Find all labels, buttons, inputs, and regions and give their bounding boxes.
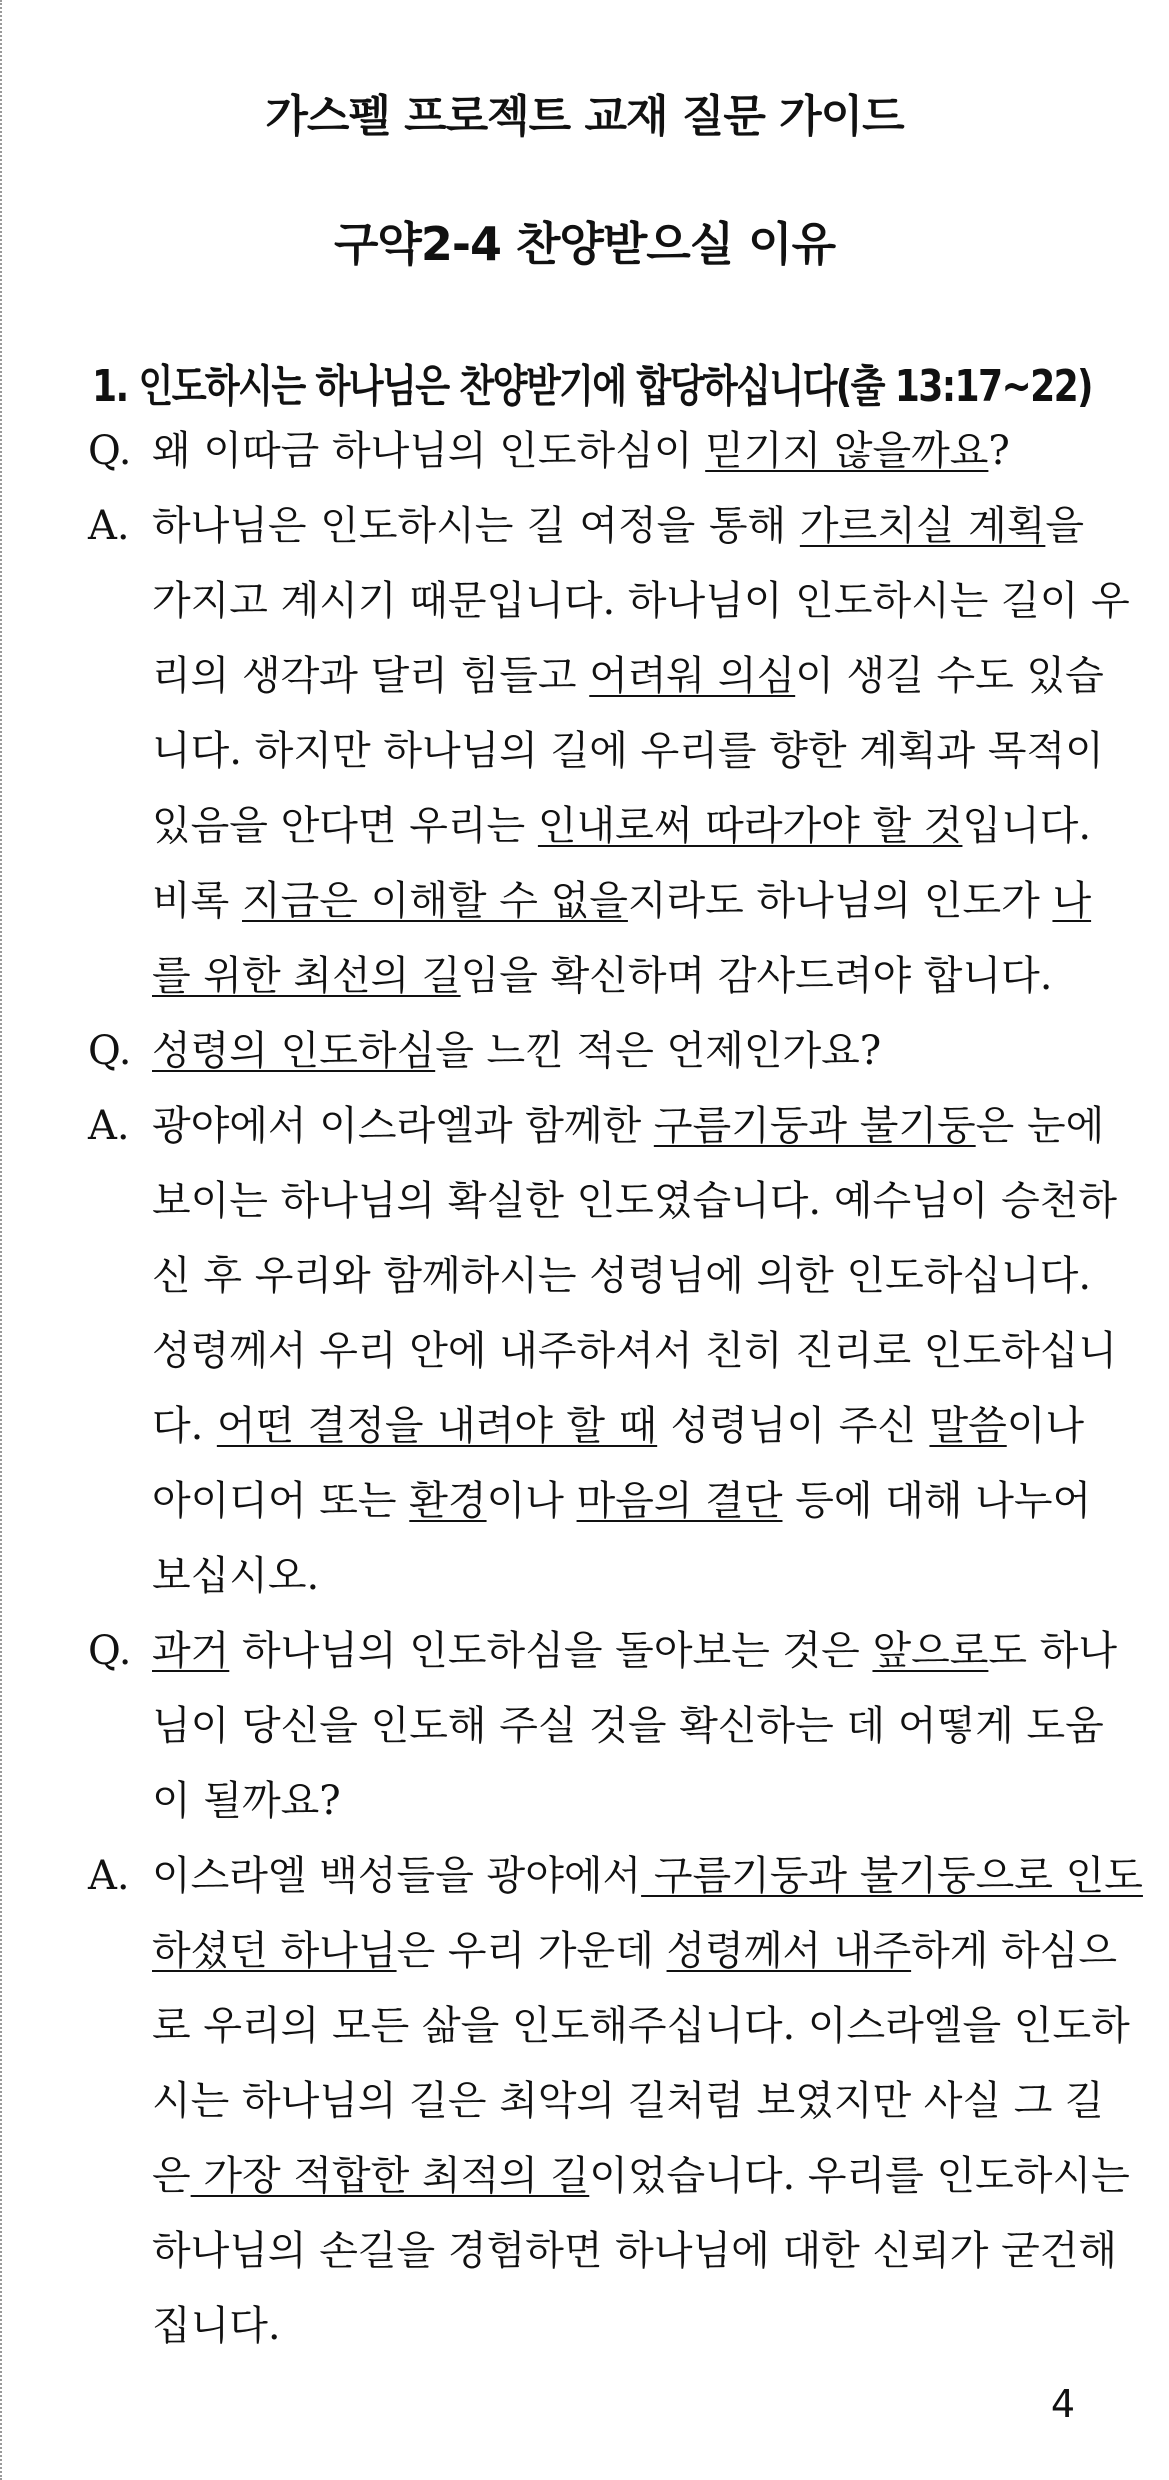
qa-text <box>152 1839 1143 2364</box>
underlined-phrase: 성령의 인도하심 <box>152 1028 436 1074</box>
underlined-phrase: 가장 적합한 최적의 길 <box>190 2153 590 2199</box>
text-segment: 하나님은 인도하시는 길 여정을 통해 <box>152 503 800 549</box>
text-line <box>152 1239 1092 1314</box>
text-line <box>152 1764 1084 1839</box>
text-segment: 성령께서 우리 안에 내주하셔서 친히 진리로 인도하십니 <box>152 1328 1118 1374</box>
text-line <box>152 1914 1118 1989</box>
page-edge-divider <box>0 0 4 2480</box>
underlined-phrase: 나 <box>1052 878 1092 924</box>
text-segment: 다. <box>152 1403 217 1449</box>
underlined-phrase: 앞으로 <box>872 1628 989 1674</box>
text-line <box>152 1989 1130 2064</box>
text-segment: 은 우리 가운데 <box>396 1928 667 1974</box>
underlined-phrase: 하셨던 하나님 <box>152 1928 397 1974</box>
answer-marker: A. <box>88 1103 130 1149</box>
underlined-phrase: 어떤 결정을 내려야 할 때 <box>216 1403 658 1449</box>
question-marker: Q. <box>88 428 132 474</box>
text-segment: 하게 하심으 <box>911 1928 1118 1974</box>
underlined-phrase: 과거 <box>152 1628 230 1674</box>
text-segment: 있음을 안다면 우리는 <box>152 803 538 849</box>
text-line <box>152 1089 1105 1164</box>
text-line <box>152 1014 1084 1089</box>
underlined-phrase: 말씀 <box>929 1403 1007 1449</box>
text-line <box>152 2139 1130 2214</box>
answer-marker: A. <box>88 1853 130 1899</box>
underlined-phrase: 어려워 의심 <box>589 653 796 699</box>
text-segment: 임을 확신하며 감사드려야 합니다. <box>460 953 1053 999</box>
qa-text <box>152 414 1084 489</box>
text-line <box>152 789 1092 864</box>
qa-text <box>152 1614 1118 1839</box>
page-number: 4 <box>1050 2382 1075 2426</box>
text-line <box>152 414 1084 489</box>
text-segment: 왜 이따금 하나님의 인도하심이 <box>152 428 706 474</box>
answer-item <box>88 1089 1118 1614</box>
text-line <box>152 1389 1084 1464</box>
text-segment: 아이디어 또는 <box>152 1478 410 1524</box>
question-item <box>88 1614 1118 1839</box>
text-segment: 리의 생각과 달리 힘들고 <box>152 653 590 699</box>
text-segment: 이나 <box>1006 1403 1085 1449</box>
question-marker: Q. <box>88 1028 132 1074</box>
text-segment: 가지고 계시기 때문입니다. 하나님이 인도하시는 길이 우 <box>152 578 1130 624</box>
text-line <box>152 864 1092 939</box>
underlined-phrase: 환경 <box>409 1478 487 1524</box>
text-segment: 님이 당신을 인도해 주실 것을 확신하는 데 어떻게 도움 <box>152 1703 1104 1749</box>
qa-text <box>152 1014 1084 1089</box>
text-line <box>152 1614 1118 1689</box>
underlined-phrase: 가르치실 계획 <box>799 503 1046 549</box>
question-item <box>88 414 1084 489</box>
text-segment: 성령님이 주신 <box>657 1403 930 1449</box>
text-segment: 시는 하나님의 길은 최악의 길처럼 보였지만 사실 그 길 <box>152 2078 1104 2124</box>
text-line <box>152 939 1084 1014</box>
underlined-phrase: 구름기둥과 불기둥으로 인도 <box>641 1853 1143 1899</box>
text-line <box>152 1839 1143 1914</box>
text-segment: ? <box>988 428 1010 474</box>
underlined-phrase: 지금은 이해할 수 없을 <box>242 878 628 924</box>
text-line <box>152 1314 1118 1389</box>
qa-text <box>152 489 1130 1014</box>
answer-item <box>88 489 1130 1014</box>
answer-marker: A. <box>88 503 130 549</box>
text-segment: 을 느낀 적은 언제인가요? <box>435 1028 882 1074</box>
text-segment: 등에 대해 나누어 <box>782 1478 1092 1524</box>
underlined-phrase: 인내로써 따라가야 할 것 <box>537 803 963 849</box>
text-segment: 신 후 우리와 함께하시는 성령님에 의한 인도하십니다. <box>152 1253 1092 1299</box>
text-segment: 지라도 하나님의 인도가 <box>627 878 1053 924</box>
text-segment: 로 우리의 모든 삶을 인도해주십니다. 이스라엘을 인도하 <box>152 2003 1130 2049</box>
text-segment: 보이는 하나님의 확실한 인도였습니다. 예수님이 승천하 <box>152 1178 1118 1224</box>
text-segment: 은 <box>152 2153 191 2199</box>
text-segment: 이스라엘 백성들을 광야에서 <box>152 1853 642 1899</box>
text-segment: 집니다. <box>152 2303 281 2349</box>
section-heading: 1. 인도하시는 하나님은 찬양받기에 합당하십니다(출 13:17~22) <box>92 361 1092 412</box>
qa-list <box>88 414 1143 2364</box>
text-segment: 이 될까요? <box>152 1778 341 1824</box>
text-segment: 비록 <box>152 878 242 924</box>
text-line <box>152 1164 1118 1239</box>
text-line <box>152 2289 1084 2364</box>
text-line <box>152 1464 1092 1539</box>
text-segment: 이 생길 수도 있습 <box>795 653 1104 699</box>
text-line <box>152 1689 1104 1764</box>
text-line <box>152 564 1130 639</box>
text-segment: 이었습니다. 우리를 인도하시는 <box>589 2153 1130 2199</box>
text-segment: 하나님의 손길을 경험하면 하나님에 대한 신뢰가 굳건해 <box>152 2228 1118 2274</box>
text-segment: 을 <box>1045 503 1084 549</box>
text-segment: 이나 <box>486 1478 577 1524</box>
text-segment: 광야에서 이스라엘과 함께한 <box>152 1103 654 1149</box>
lesson-title: 구약2-4 찬양받으실 이유 <box>333 217 836 271</box>
text-line <box>152 2064 1104 2139</box>
text-line <box>152 714 1104 789</box>
text-line <box>152 1539 1084 1614</box>
underlined-phrase: 를 위한 최선의 길 <box>152 953 461 999</box>
answer-item <box>88 1839 1143 2364</box>
text-segment: 은 눈에 <box>975 1103 1105 1149</box>
qa-text <box>152 1089 1118 1614</box>
text-segment: 입니다. <box>962 803 1092 849</box>
text-segment: 하나님의 인도하심을 돌아보는 것은 <box>229 1628 873 1674</box>
underlined-phrase: 믿기지 않을까요 <box>705 428 989 474</box>
text-segment: 보십시오. <box>152 1553 320 1599</box>
text-line <box>152 2214 1118 2289</box>
text-segment: 도 하나 <box>988 1628 1118 1674</box>
underlined-phrase: 마음의 결단 <box>576 1478 783 1524</box>
text-line <box>152 489 1084 564</box>
text-segment: 니다. 하지만 하나님의 길에 우리를 향한 계획과 목적이 <box>152 728 1104 774</box>
underlined-phrase: 성령께서 내주 <box>666 1928 912 1974</box>
text-line <box>152 639 1104 714</box>
question-marker: Q. <box>88 1628 132 1674</box>
question-item <box>88 1014 1084 1089</box>
underlined-phrase: 구름기둥과 불기둥 <box>653 1103 976 1149</box>
guide-title: 가스펠 프로젝트 교재 질문 가이드 <box>265 91 904 142</box>
